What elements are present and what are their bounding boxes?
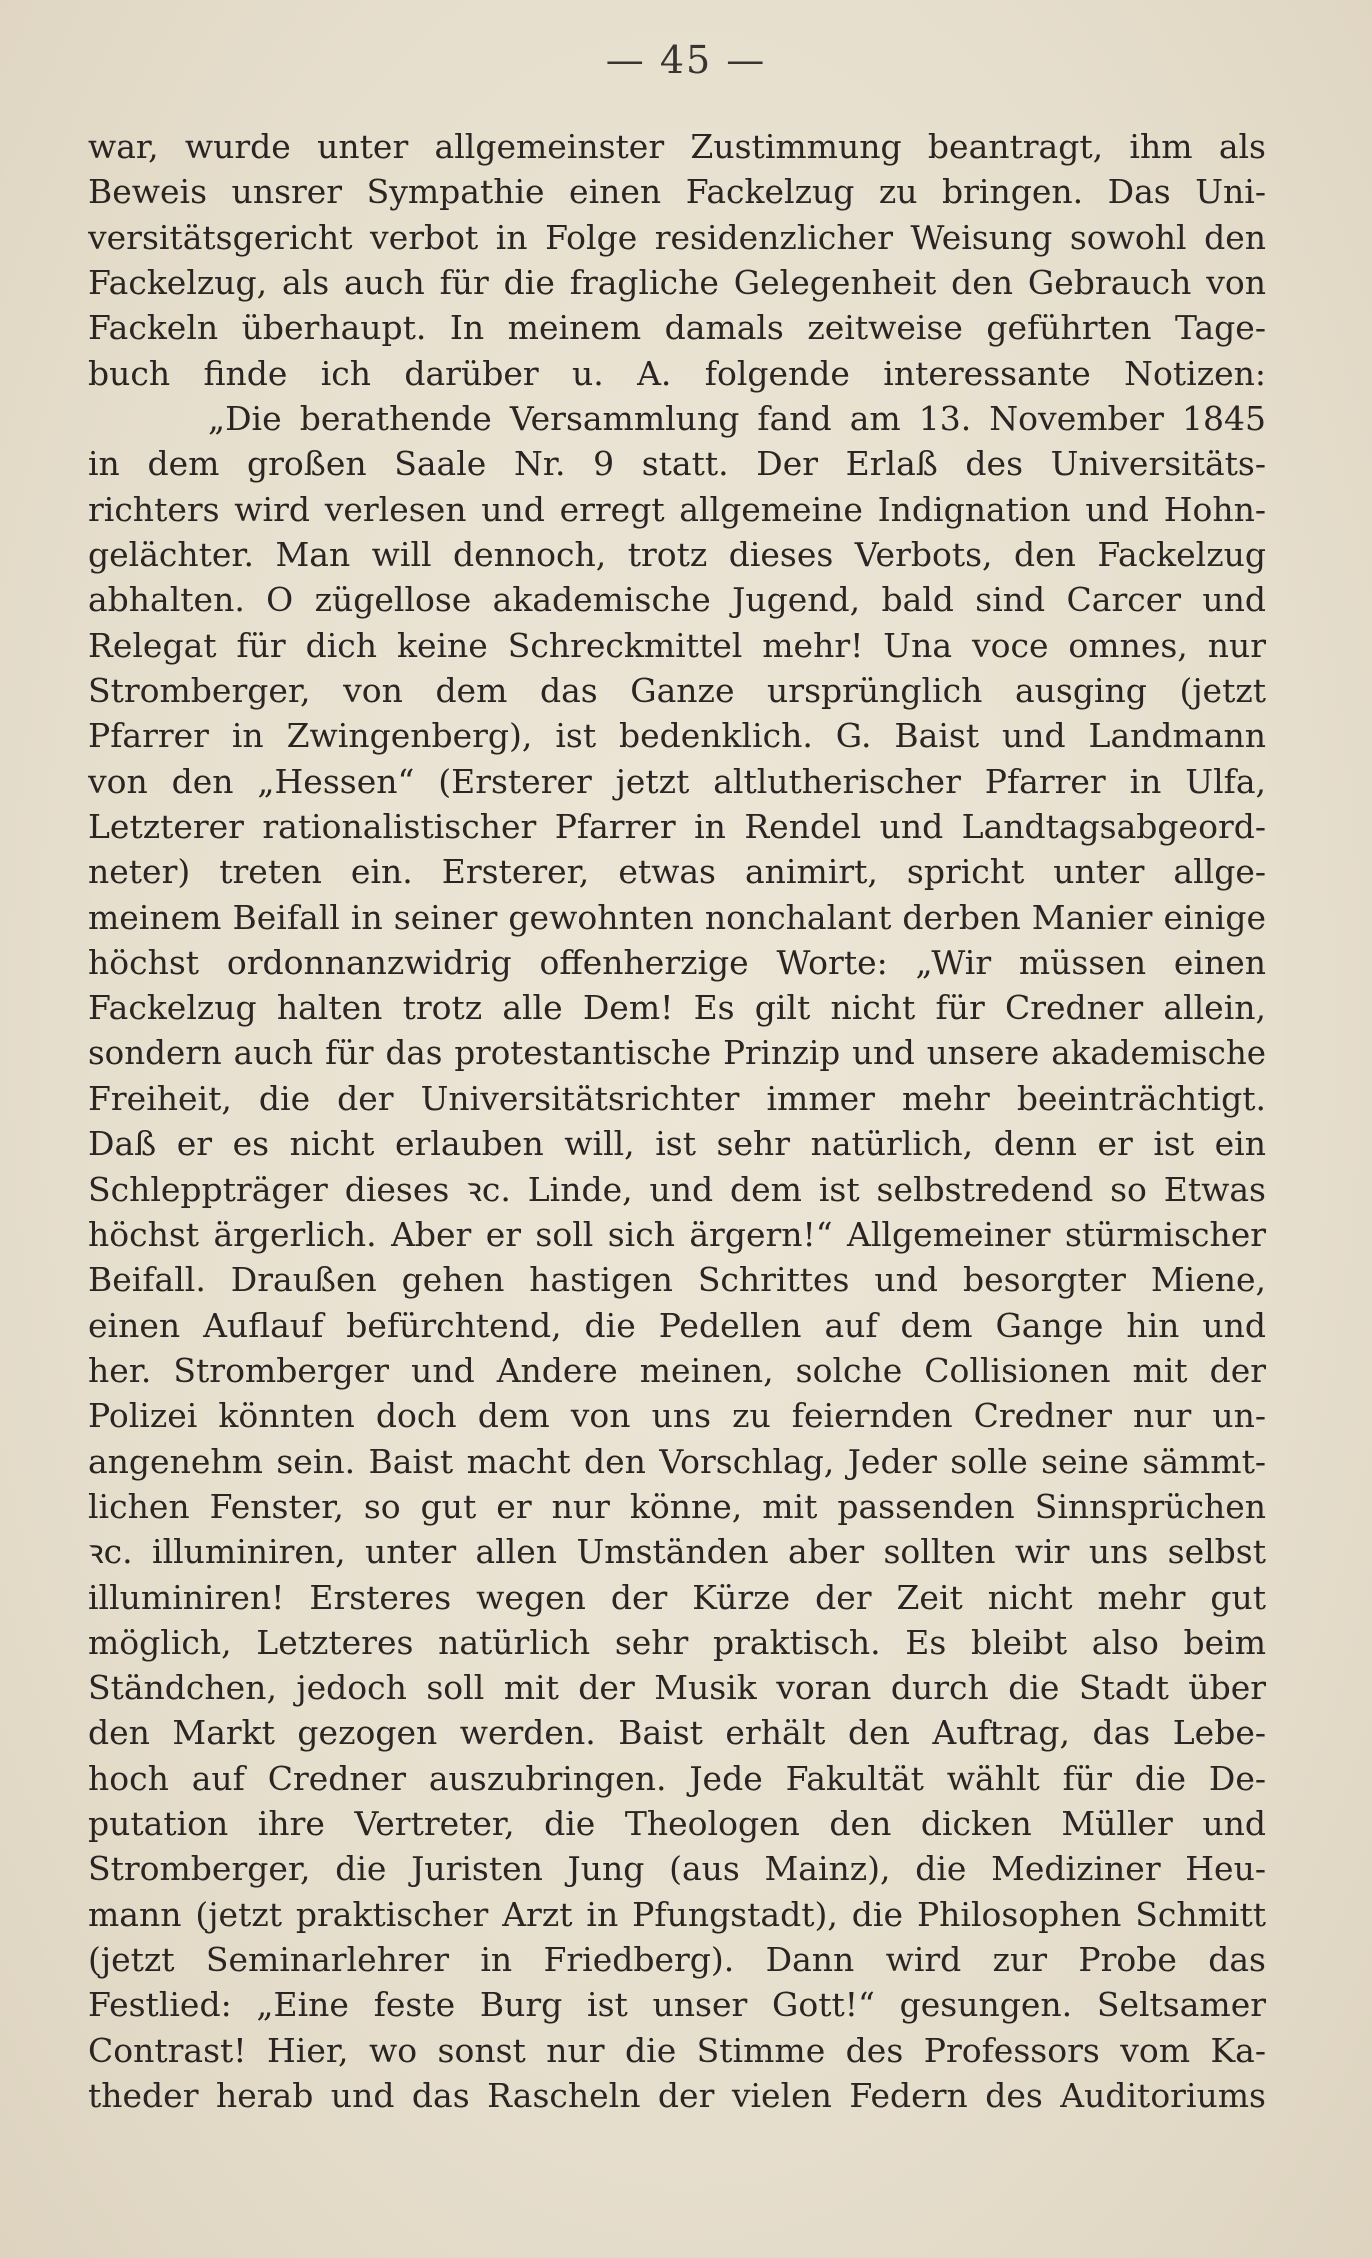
text-line: theder herab und das Rascheln der vielen Federn des Auditoriums xyxy=(88,2076,1266,2116)
text-line: Beweis unsrer Sympathie einen Fackelzug zu bringen. Das Uni- xyxy=(88,172,1266,212)
text-line: Ständchen, jedoch soll mit der Musik voran durch die Stadt über xyxy=(88,1668,1266,1708)
text-line: versitätsgericht verbot in Folge residenzlicher Weisung sowohl den xyxy=(88,217,1266,257)
text-line: Letzterer rationalistischer Pfarrer in Rendel und Landtagsabgeord- xyxy=(88,806,1266,846)
text-line: hoch auf Credner auszubringen. Jede Fakultät wählt für die De- xyxy=(88,1758,1266,1798)
text-line: Schleppträger dieses ꝛc. Linde, und dem ist selbstredend so Etwas xyxy=(88,1169,1266,1209)
text-line: (jetzt Seminarlehrer in Friedberg). Dann wird zur Probe das xyxy=(88,1940,1266,1980)
text-line: meinem Beifall in seiner gewohnten nonchalant derben Manier einige xyxy=(88,897,1266,937)
text-line: den Markt gezogen werden. Baist erhält den Auftrag, das Lebe- xyxy=(88,1713,1266,1753)
text-line: lichen Fenster, so gut er nur könne, mit passenden Sinnsprüchen xyxy=(88,1486,1266,1526)
text-line: Stromberger, von dem das Ganze ursprünglich ausging (jetzt xyxy=(88,670,1266,710)
text-line: illuminiren! Ersteres wegen der Kürze der Zeit nicht mehr gut xyxy=(88,1577,1266,1617)
text-line: möglich, Letzteres natürlich sehr praktisch. Es bleibt also beim xyxy=(88,1622,1266,1662)
text-line: neter) treten ein. Ersterer, etwas animirt, spricht unter allge- xyxy=(88,852,1266,892)
text-line: Beifall. Draußen gehen hastigen Schrittes und besorgter Miene, xyxy=(88,1260,1266,1300)
text-line: höchst ordonnanzwidrig offenherzige Worte: „Wir müssen einen xyxy=(88,942,1266,982)
text-line: Stromberger, die Juristen Jung (aus Mainz), die Mediziner Heu- xyxy=(88,1849,1266,1889)
text-line: Pfarrer in Zwingenberg), ist bedenklich. G. Baist und Landmann xyxy=(88,716,1266,756)
text-line: höchst ärgerlich. Aber er soll sich ärgern!“ Allgemeiner stürmischer xyxy=(88,1214,1266,1254)
text-line: richters wird verlesen und erregt allgemeine Indignation und Hohn- xyxy=(88,489,1266,529)
text-line: putation ihre Vertreter, die Theologen den dicken Müller und xyxy=(88,1804,1266,1844)
text-line: gelächter. Man will dennoch, trotz dieses Verbots, den Fackelzug xyxy=(88,534,1266,574)
text-line: ꝛc. illuminiren, unter allen Umständen aber sollten wir uns selbst xyxy=(88,1532,1266,1572)
text-line: sondern auch für das protestantische Prinzip und unsere akademische xyxy=(88,1033,1266,1072)
page-number: — 45 — xyxy=(605,38,767,82)
text-line: Polizei könnten doch dem von uns zu feiernden Credner nur un- xyxy=(88,1396,1266,1436)
text-line: war, wurde unter allgemeinster Zustimmung beantragt, ihm als xyxy=(88,127,1266,166)
text-line: mann (jetzt praktischer Arzt in Pfungstadt), die Philosophen Schmitt xyxy=(88,1894,1266,1934)
text-line: Festlied: „Eine feste Burg ist unser Gott!“ gesungen. Seltsamer xyxy=(88,1985,1266,2025)
text-line: in dem großen Saale Nr. 9 statt. Der Erlaß des Universitäts- xyxy=(88,444,1266,484)
text-line: angenehm sein. Baist macht den Vorschlag, Jeder solle seine sämmt- xyxy=(88,1441,1266,1481)
body-text xyxy=(88,124,1266,2118)
text-line: her. Stromberger und Andere meinen, solche Collisionen mit der xyxy=(88,1350,1266,1390)
text-line: Fackeln überhaupt. In meinem damals zeitweise geführten Tage- xyxy=(88,308,1266,348)
text-line: Fackelzug, als auch für die fragliche Gelegenheit den Gebrauch von xyxy=(88,262,1266,302)
text-line: einen Auflauf befürchtend, die Pedellen auf dem Gange hin und xyxy=(88,1305,1266,1345)
text-line: „Die berathende Versammlung fand am 13. November 1845 xyxy=(208,398,1266,438)
text-line: von den „Hessen“ (Ersterer jetzt altlutherischer Pfarrer in Ulfa, xyxy=(88,761,1266,801)
text-line: Fackelzug halten trotz alle Dem! Es gilt nicht für Credner allein, xyxy=(88,988,1266,1028)
text-line: Relegat für dich keine Schreckmittel mehr! Una voce omnes, nur xyxy=(88,625,1266,665)
text-line: Daß er es nicht erlauben will, ist sehr natürlich, denn er ist ein xyxy=(88,1124,1266,1164)
text-line: abhalten. O zügellose akademische Jugend, bald sind Carcer und xyxy=(88,580,1266,620)
text-line: Contrast! Hier, wo sonst nur die Stimme des Professors vom Ka- xyxy=(88,2030,1266,2070)
text-line: buch finde ich darüber u. A. folgende interessante Notizen: xyxy=(88,353,1266,393)
text-line: Freiheit, die der Universitätsrichter immer mehr beeinträchtigt. xyxy=(88,1078,1266,1118)
